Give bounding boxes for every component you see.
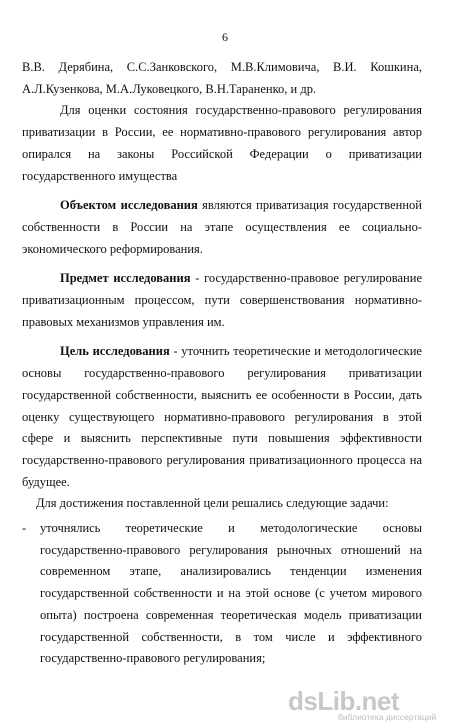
paragraph-goal xyxy=(22,341,422,493)
bullet-dash: - xyxy=(22,521,27,536)
paragraph-authors: В.В. Дерябина, С.С.Занковского, М.В.Климовича, В.И. Кошкина, А.Л.Кузенкова, М.А.Луковецкого, В.Н.Тараненко, и др. xyxy=(22,60,422,96)
object-heading: Объектом исследования xyxy=(60,198,198,213)
task-1-text: уточнялись теоретические и методологические основы государственно-правового регулирования рыночных отношений на современном этапе, анализировались тенденции изменения государственной собственности и на этой основе (с учетом мирового опыта) построена современная теоретическая модель приватизации государственной собственности, в том числе и эффективного государственно-правового регулирования; xyxy=(40,521,422,666)
watermark-logo: dsLib.net xyxy=(288,686,400,716)
paragraph-subject xyxy=(22,268,422,333)
paragraph-tasks-intro: Для достижения поставленной цели решались следующие задачи: xyxy=(36,496,389,511)
goal-text: - уточнить теоретические и методологические основы государственно-правового регулирования приватизации государственной собственности, выяснить ее особенности в России, дать оценку существующего нормативно-правового регулирования в этой сфере и выяснить перспективные пути повышения эффективности государственно-правового регулирования приватизационного процесса на будущее. xyxy=(22,344,422,489)
paragraph-legal-basis: Для оценки состояния государственно-правового регулирования приватизации в России, ее нормативно-правового регулирования автор опирался на законы Российской Федерации о приватизации государственного имущества xyxy=(22,103,422,183)
list-item-task-1 xyxy=(22,518,422,670)
subject-text: - государственно-правовое регулирование приватизационным процессом, пути совершенствования нормативно-правовых механизмов управления им. xyxy=(22,271,422,329)
object-text: являются приватизация государственной собственности в России на этапе осуществления ее социально-экономического реформирования. xyxy=(22,198,422,256)
watermark xyxy=(288,684,438,720)
page-number: 6 xyxy=(222,30,228,44)
watermark-subtitle: библиотека диссертаций xyxy=(338,712,437,722)
document-body xyxy=(22,57,422,670)
goal-heading: Цель исследования xyxy=(60,344,170,359)
subject-heading: Предмет исследования xyxy=(60,271,191,286)
paragraph-object xyxy=(22,195,422,260)
